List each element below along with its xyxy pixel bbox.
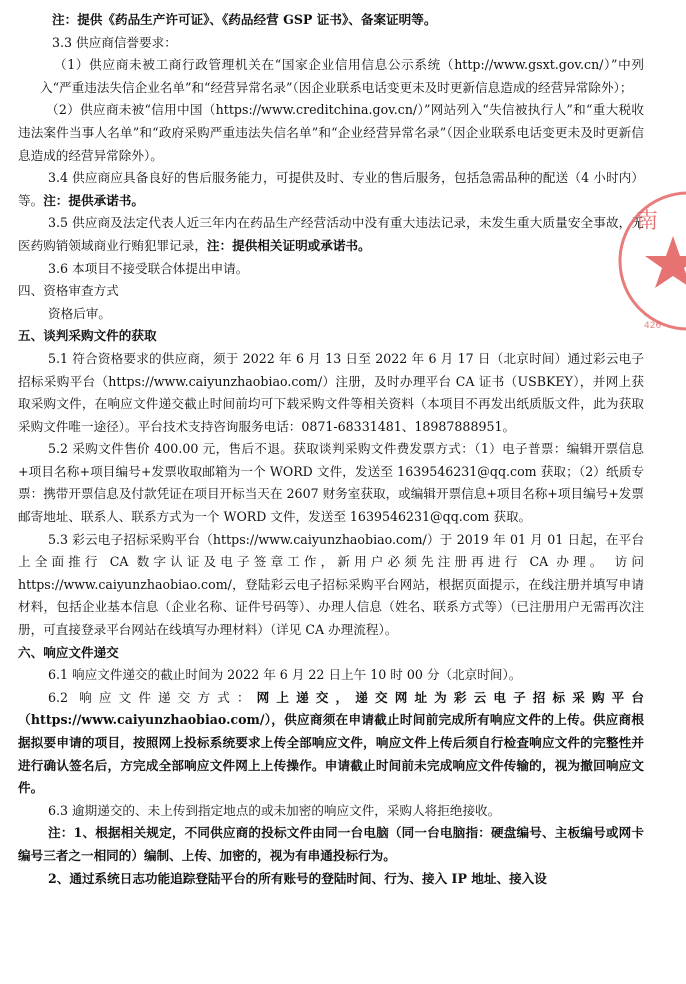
seal-text-top: 南 [636,209,659,234]
clause-3-4: 3.4 供应商应具备良好的售后服务能力，可提供及时、专业的售后服务，包括急需品种的配送（4 小时内）等。注：提供承诺书。 [18,170,644,208]
clause-3-6: 3.6 本项目不接受联合体提出申请。 [48,260,249,276]
clause-5-3: 5.3 彩云电子招标采购平台（https://www.caiyunzhaobiao.com/）于 2019 年 01 月 01 日起，在平台上全面推行 CA 数字认证及电子签章工作，新用户必须先注册再进行 CA 办理。 访问 https://www.caiyunzhaobiao.com/，登陆彩云电子招标采购平台网站，根据页面提示，在线注册并填写申请材料，包括企业基本信息（企业名称、证件号码等）、办理人信息（姓名、联系方式等）（已注册用户无需再次注册，可直接登录平台网站在线填写办理材料）（详见 CA 办理流程）。 [18,531,644,638]
section-5-heading: 五、谈判采购文件的获取 [18,328,157,344]
clause-3-3: 3.3 供应商信誉要求： [52,34,177,50]
document-page [0,9,686,890]
clause-5-2: 5.2 采购文件售价 400.00 元，售后不退。获取谈判采购文件费发票方式：（1）电子普票：编辑开票信息+项目名称+项目编号+发票收取邮箱为一个 WORD 文件，发送至 1639546231@qq.com 获取；（2）纸质专票：携带开票信息及付款凭证在项目开标当天在 2607 财务室获取，或编辑开票信息+项目名称+项目编号+发票邮寄地址、联系人、联系方式为一个 WORD 文件，发送至 1639546231@qq.com 获取。 [18,441,644,525]
clause-6-3: 6.3 逾期递交的、未上传到指定地点的或未加密的响应文件，采购人将拒绝接收。 [48,802,501,818]
clause-3-3-2: （2）供应商未被“信用中国（https://www.creditchina.gov.cn/）”网站列入“失信被执行人”和“重大税收违法案件当事人名单”和“政府采购严重违法失信名单”和“企业经营异常名录”（因企业联系电话变更未及时更新信息造成的经营异常除外）。 [18,102,644,163]
note-1: 注：1、根据相关规定，不同供应商的投标文件由同一台电脑（同一台电脑指：硬盘编号、主板编号或网卡编号三者之一相同的）编制、上传、加密的，视为有串通投标行为。 [18,825,644,863]
note-line: 注：提供《药品生产许可证》、《药品经营 GSP 证书》、备案证明等。 [52,12,437,27]
clause-6-2: 6.2 响应文件递交方式：网上递交，递交网址为彩云电子招标采购平台（https://www.caiyunzhaobiao.com/），供应商须在申请截止时间前完成所有响应文件的上传。供应商根据拟要申请的项目，按照网上投标系统要求上传全部响应文件，响应文件上传后须自行检查响应文件的完整性并进行确认签名后，方完成全部响应文件网上上传操作。申请截止时间前未完成响应文件传输的，视为撤回响应文件。 [18,689,644,796]
section-4-text: 资格后审。 [48,305,111,321]
clause-6-1: 6.1 响应文件递交的截止时间为 2022 年 6 月 22 日上午 10 时 00 分（北京时间）。 [48,667,522,683]
clause-3-5: 3.5 供应商及法定代表人近三年内在药品生产经营活动中没有重大违法记录，未发生重大质量安全事故，无医药购销领域商业行贿犯罪记录，注：提供相关证明或承诺书。 [18,215,644,253]
note-2: 2、通过系统日志功能追踪登陆平台的所有账号的登陆时间、行为、接入 IP 地址、接入设 [48,870,547,886]
clause-5-1: 5.1 符合资格要求的供应商，须于 2022 年 6 月 13 日至 2022 年 6 月 17 日（北京时间）通过彩云电子招标采购平台（https://www.caiyunzhaobiao.com/）注册，及时办理平台 CA 证书（USBKEY），并网上获取采购文件，在响应文件递交截止时间前均可下载采购文件等相关资料（本项目不再发出纸质版文件，此为获取采购文件唯一途径）。平台技术支持咨询服务电话：0871-68331481、18987888951。 [18,350,644,434]
section-6-heading: 六、响应文件递交 [18,644,119,660]
section-4-heading: 四、资格审查方式 [18,283,119,299]
seal-code: 426 [644,321,662,331]
clause-3-3-1: （1）供应商未被工商行政管理机关在“国家企业信用信息公示系统（http://www.gsxt.gov.cn/）”中列入“严重违法失信企业名单”和“经营异常名录”（因企业联系电话变更未及时更新信息造成的经营异常除外）； [40,57,644,95]
